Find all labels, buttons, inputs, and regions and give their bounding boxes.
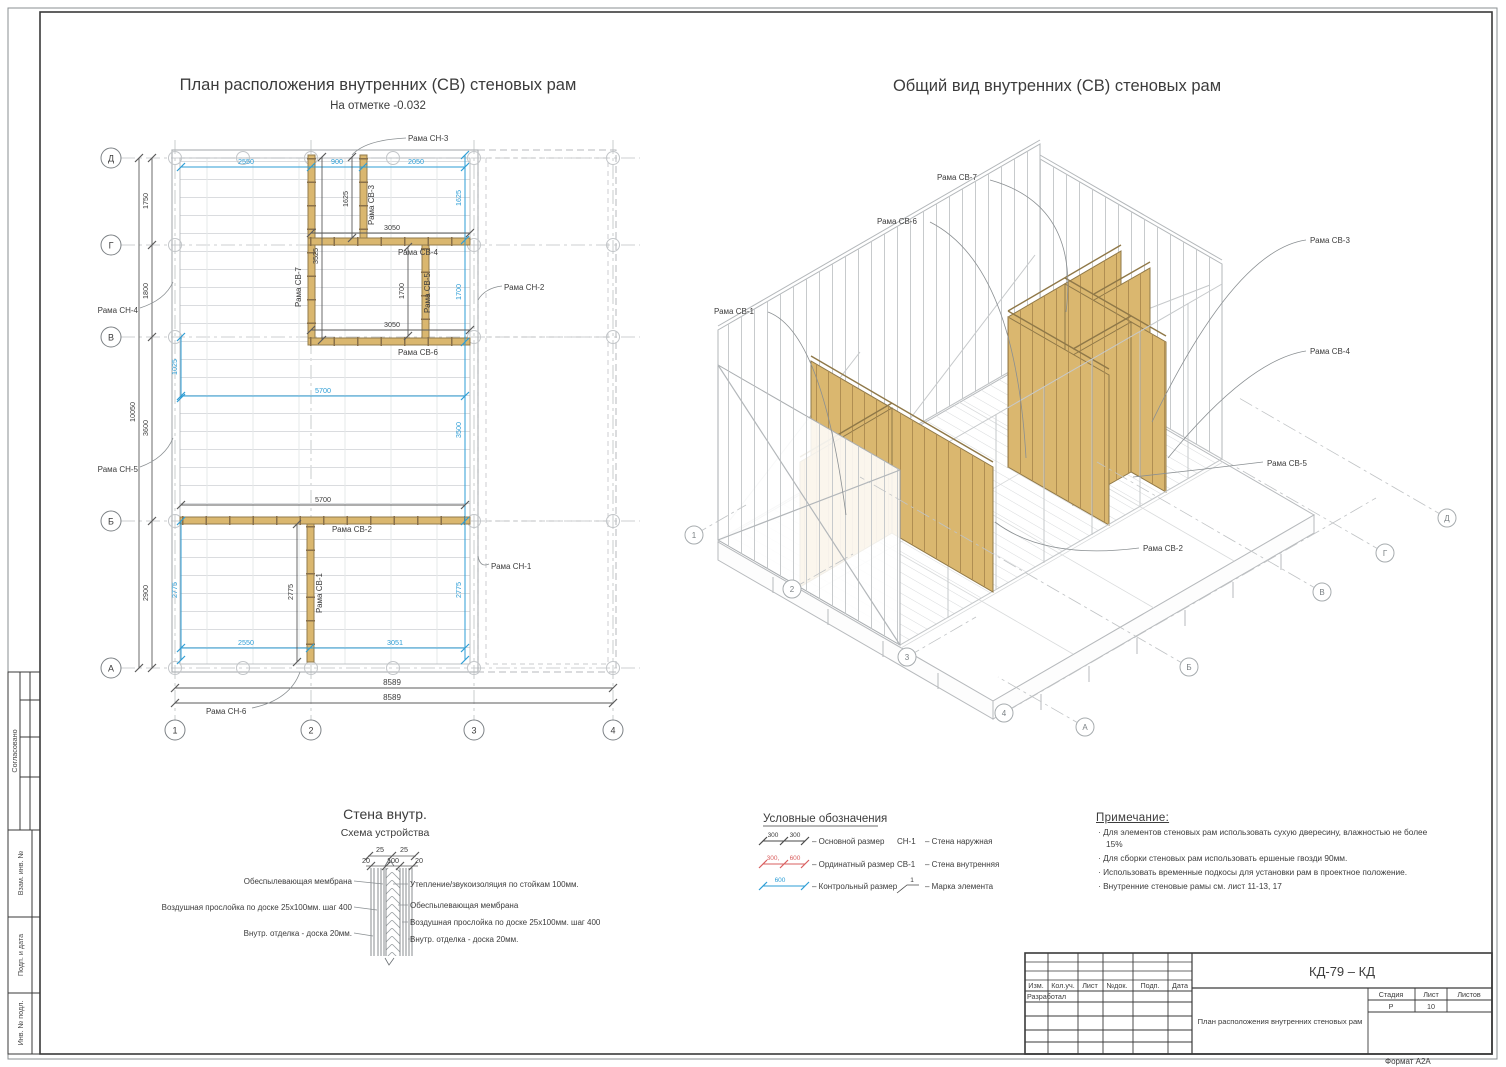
svg-text:5700: 5700 — [315, 386, 331, 395]
svg-text:Утепление/звукоизоляция по сто: Утепление/звукоизоляция по стойкам 100мм. — [410, 880, 579, 889]
svg-text:3525: 3525 — [311, 248, 320, 264]
svg-text:3500: 3500 — [454, 422, 463, 438]
svg-text:1700: 1700 — [397, 283, 406, 299]
svg-text:1750: 1750 — [141, 193, 150, 209]
svg-text:4: 4 — [610, 725, 616, 736]
svg-text:2050: 2050 — [408, 157, 424, 166]
svg-text:20: 20 — [415, 856, 423, 865]
svg-text:3050: 3050 — [384, 320, 400, 329]
tb-doc-code: КД-79 – КД — [1309, 964, 1375, 979]
svg-text:Рама СВ-7: Рама СВ-7 — [294, 267, 303, 307]
svg-text:Воздушная прослойка по доске 2: Воздушная прослойка по доске 25х100мм. шаг 400 — [410, 918, 601, 927]
svg-text:2550: 2550 — [238, 157, 254, 166]
svg-text:В: В — [107, 332, 115, 343]
svg-text:300: 300 — [767, 832, 779, 839]
tb-col-ndok: №док. — [1106, 981, 1128, 990]
tb-col-izm: Изм. — [1028, 981, 1044, 990]
svg-text:Рама СВ-5: Рама СВ-5 — [423, 273, 432, 313]
legend-texts — [812, 837, 999, 891]
svg-text:Рама СВ-6: Рама СВ-6 — [398, 348, 438, 357]
tb-col-koluch: Кол.уч. — [1051, 981, 1075, 990]
svg-text:1700: 1700 — [454, 284, 463, 300]
plan-floor-joists — [180, 158, 470, 664]
svg-text:Рама СН-5: Рама СН-5 — [97, 465, 138, 474]
svg-text:– Стена наружная: – Стена наружная — [925, 837, 993, 846]
svg-text:Рама СВ-3: Рама СВ-3 — [367, 185, 376, 225]
svg-text:Рама СВ-6: Рама СВ-6 — [877, 217, 917, 226]
svg-text:4: 4 — [1001, 709, 1007, 718]
svg-text:3600: 3600 — [141, 420, 150, 436]
plan-deck-dashed — [478, 150, 616, 672]
svg-text:1625: 1625 — [341, 191, 350, 207]
tb-stage: Р — [1388, 1002, 1394, 1011]
legend-symbol-main — [759, 837, 809, 845]
detail-labels-left — [162, 877, 353, 938]
svg-text:Рама СВ-4: Рама СВ-4 — [1310, 347, 1350, 356]
svg-text:Рама СВ-4: Рама СВ-4 — [398, 248, 438, 257]
svg-text:3: 3 — [904, 653, 910, 662]
svg-text:2775: 2775 — [170, 582, 179, 598]
note-item: · Использовать временные подкосы для установки рам в проектное положение. — [1096, 866, 1436, 878]
svg-text:– Ординатный размер: – Ординатный размер — [812, 860, 895, 869]
svg-text:2900: 2900 — [141, 585, 150, 601]
plan-title: План расположения внутренних (СВ) стеновых рам — [179, 76, 577, 94]
tb-sheet-no: 10 — [1427, 1002, 1435, 1011]
tb-sheets-h: Листов — [1457, 990, 1481, 999]
tb-col-data: Дата — [1172, 981, 1188, 990]
svg-text:2: 2 — [789, 585, 795, 594]
svg-text:300,: 300, — [766, 855, 780, 862]
svg-text:Д: Д — [107, 153, 115, 164]
frame-sv1 — [307, 524, 314, 662]
notes-block — [1096, 812, 1436, 892]
iso-title: Общий вид внутренних (СВ) стеновых рам — [892, 77, 1222, 95]
svg-text:А: А — [1082, 723, 1088, 732]
svg-text:– Стена внутренняя: – Стена внутренняя — [925, 860, 1000, 869]
svg-text:3050: 3050 — [384, 223, 400, 232]
svg-text:1: 1 — [691, 531, 697, 540]
svg-text:Внутр. отделка - доска 20мм.: Внутр. отделка - доска 20мм. — [243, 929, 352, 938]
tb-sheet-h: Лист — [1423, 990, 1439, 999]
svg-text:Д: Д — [1444, 514, 1450, 523]
svg-text:8589: 8589 — [383, 693, 401, 702]
svg-text:2775: 2775 — [454, 582, 463, 598]
plan-subtitle: На отметке -0.032 — [330, 100, 426, 112]
svg-text:3: 3 — [471, 725, 477, 736]
svg-text:Рама СВ-3: Рама СВ-3 — [1310, 236, 1350, 245]
svg-text:Рама СН-1: Рама СН-1 — [491, 562, 532, 571]
svg-text:25: 25 — [400, 845, 408, 854]
stamp-agreed-label: Согласовано — [10, 729, 19, 773]
tb-doc-name: План расположения внутренних стеновых рам — [1197, 1017, 1363, 1026]
side-stamp — [8, 672, 40, 1054]
frame-sv6 — [308, 338, 470, 345]
svg-text:Б: Б — [108, 516, 114, 527]
svg-text:Внутр. отделка - доска 20мм.: Внутр. отделка - доска 20мм. — [410, 935, 519, 944]
svg-text:Рама СВ-1: Рама СВ-1 — [714, 307, 754, 316]
svg-text:Б: Б — [1186, 663, 1192, 672]
tb-col-podp: Подп. — [1140, 981, 1160, 990]
svg-text:Рама СН-6: Рама СН-6 — [206, 707, 247, 716]
svg-text:Рама СН-4: Рама СН-4 — [97, 306, 138, 315]
stamp-vzam-label: Взам. инв. № — [16, 850, 25, 896]
detail-leaders — [354, 881, 410, 939]
stamp-podp-label: Подп. и дата — [16, 933, 25, 977]
legend — [759, 813, 999, 893]
svg-text:1: 1 — [172, 725, 178, 736]
svg-text:25: 25 — [376, 845, 384, 854]
svg-text:Рама СВ-7: Рама СВ-7 — [937, 173, 977, 182]
svg-text:Рама СН-3: Рама СН-3 — [408, 134, 449, 143]
note-item: · Внутренние стеновые рамы см. лист 11-13, 17 — [1096, 880, 1436, 892]
svg-text:– Основной размер: – Основной размер — [812, 837, 885, 846]
frame-sv2 — [180, 517, 470, 524]
title-block — [1025, 953, 1492, 1066]
svg-text:Рама СВ-2: Рама СВ-2 — [332, 525, 372, 534]
note-item: · Для элементов стеновых рам использовать сухую двересину, влажностью не более 15% — [1096, 826, 1436, 850]
svg-text:Рама СВ-5: Рама СВ-5 — [1267, 459, 1307, 468]
iso-view — [685, 77, 1456, 736]
svg-text:600: 600 — [789, 855, 801, 862]
svg-text:600: 600 — [774, 877, 786, 884]
plan-view — [98, 76, 640, 740]
svg-text:1: 1 — [910, 877, 914, 884]
svg-text:В: В — [1319, 588, 1325, 597]
svg-text:3051: 3051 — [387, 638, 403, 647]
detail-subtitle: Схема устройства — [340, 827, 430, 839]
stamp-inv-label: Инв. № подл. — [16, 1000, 25, 1046]
svg-text:8589: 8589 — [383, 678, 401, 687]
tb-stage-h: Стадия — [1378, 990, 1404, 999]
svg-text:СН-1: СН-1 — [897, 837, 916, 846]
svg-text:Воздушная прослойка по доске 2: Воздушная прослойка по доске 25х100мм. шаг 400 — [161, 903, 352, 912]
svg-text:– Контрольный размер: – Контрольный размер — [812, 882, 898, 891]
detail-section — [371, 859, 412, 965]
svg-text:Рама СВ-1: Рама СВ-1 — [315, 573, 324, 613]
note-item: · Для сборки стеновых рам использовать ершеные гвозди 90мм. — [1096, 852, 1436, 864]
svg-text:Обеспылевающая мембрана: Обеспылевающая мембрана — [243, 877, 352, 886]
svg-text:– Марка элемента: – Марка элемента — [925, 882, 994, 891]
detail-labels-right — [410, 880, 601, 944]
svg-text:2550: 2550 — [238, 638, 254, 647]
svg-text:Рама СВ-2: Рама СВ-2 — [1143, 544, 1183, 553]
tb-col-list: Лист — [1082, 981, 1098, 990]
legend-mark-leader — [897, 885, 919, 893]
svg-text:А: А — [107, 663, 115, 674]
svg-text:Г: Г — [108, 240, 114, 251]
svg-text:20: 20 — [362, 856, 370, 865]
svg-text:300: 300 — [789, 832, 801, 839]
svg-text:2: 2 — [308, 725, 314, 736]
tb-format: Формат А2А — [1385, 1057, 1431, 1066]
svg-text:1025: 1025 — [170, 359, 179, 375]
tb-developed: Разработал — [1027, 992, 1067, 1001]
wall-detail — [162, 806, 601, 965]
svg-text:1800: 1800 — [141, 283, 150, 299]
frame-sv4 — [308, 238, 470, 245]
legend-title: Условные обозначения — [763, 813, 888, 825]
svg-text:Рама СН-2: Рама СН-2 — [504, 283, 545, 292]
notes-title: Примечание: — [1096, 812, 1170, 824]
svg-text:5700: 5700 — [315, 495, 331, 504]
svg-text:10050: 10050 — [128, 402, 137, 422]
svg-text:Обеспылевающая мембрана: Обеспылевающая мембрана — [410, 901, 519, 910]
svg-text:СВ-1: СВ-1 — [897, 860, 916, 869]
svg-text:900: 900 — [331, 157, 343, 166]
svg-text:1625: 1625 — [454, 190, 463, 206]
svg-text:Г: Г — [1382, 549, 1388, 558]
svg-text:100: 100 — [387, 856, 399, 865]
svg-text:2775: 2775 — [286, 584, 295, 600]
detail-title: Стена внутр. — [343, 806, 427, 822]
